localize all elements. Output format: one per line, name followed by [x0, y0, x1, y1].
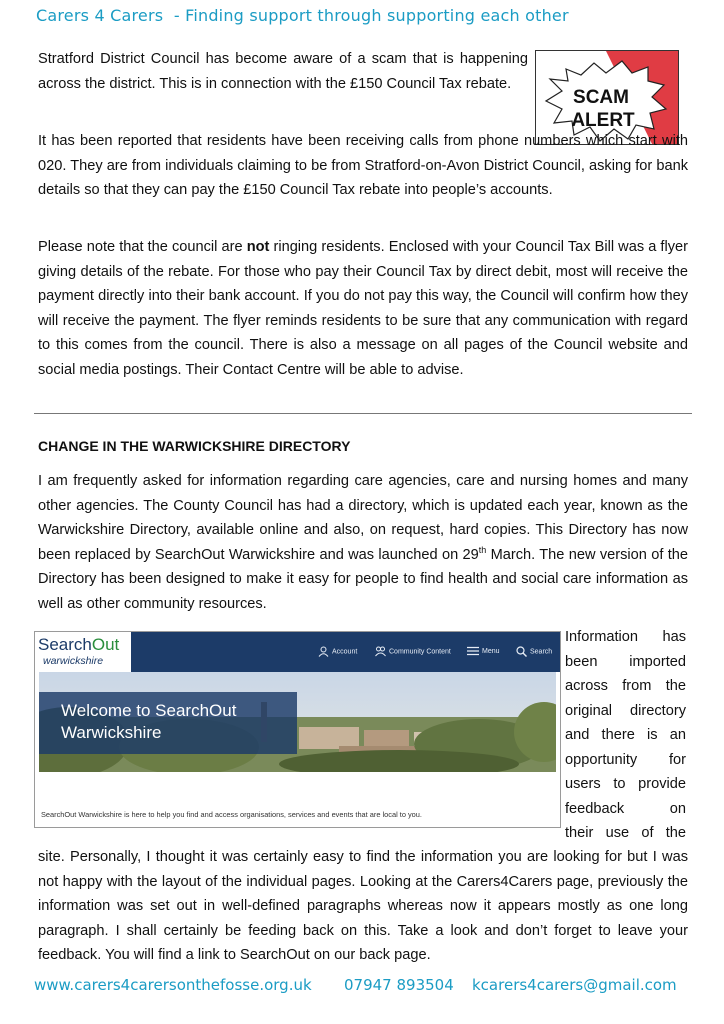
- side-line: been imported: [565, 653, 686, 670]
- community-icon: [375, 646, 386, 657]
- menu-icon: [467, 646, 479, 656]
- searchout-welcome-line2: Warwickshire: [61, 723, 162, 742]
- directory-p1-start: I am frequently asked for information regarding care agencies, care and nursing homes and many other agencies. The County Council has had a directory, which is updated each year, known as the Warwickshire Directory, available online and also, on request, hard copies. This Directory has now been replaced by SearchOut Warwickshire and was launched on 29: [38, 473, 688, 563]
- searchout-caption: SearchOut Warwickshire is here to help you find and access organisations, services and events that are local to you.: [41, 810, 422, 819]
- side-line: Information has: [565, 629, 686, 645]
- searchout-logo-sub: warwickshire: [43, 655, 104, 667]
- footer-phone: 07947 893504: [344, 976, 454, 994]
- directory-side-text: [565, 625, 686, 846]
- side-line: original directory: [565, 702, 686, 719]
- side-line: opportunity for: [565, 751, 686, 768]
- searchout-logo: [35, 632, 131, 672]
- directory-paragraph-1: [38, 469, 688, 616]
- searchout-welcome-line1: Welcome to SearchOut: [61, 701, 237, 720]
- scam-paragraph-3: [38, 235, 688, 382]
- scam-alert-line1: SCAM: [573, 87, 629, 108]
- side-line: across from the: [565, 678, 686, 694]
- searchout-nav-search: Search: [516, 646, 552, 657]
- searchout-welcome-banner: [39, 692, 297, 754]
- directory-paragraph-2: site. Personally, I thought it was certainly easy to find the information you are looking for but I was not happy with the layout of the individual pages. Looking at the Carers4Carers page, previously the information was set out in well-defined paragraphs whereas now it appears mostly as one long paragraph. I shall certainly be feeding back on this. Take a look and don’t forget to leave your feedback. You will find a link to SearchOut on our back page.: [38, 849, 688, 963]
- searchout-logo-out: Out: [91, 635, 120, 654]
- directory-p1-end: March. The new version of the Directory has been designed to make it easy for people to find health and social care information as well as other community resources.: [38, 546, 688, 612]
- side-line: feedback on: [565, 800, 686, 817]
- scam-paragraph-2: It has been reported that residents have been receiving calls from phone numbers which start with 020. They are from individuals claiming to be from Stratford-on-Avon District Council, asking for bank details so that they can pay the £150 Council Tax rebate into people’s accounts.: [38, 133, 688, 198]
- directory-p1-sup: th: [478, 544, 487, 555]
- side-line: and there is an: [565, 727, 686, 743]
- searchout-nav-menu: Menu: [467, 646, 500, 656]
- section-divider: [34, 413, 692, 414]
- side-line: users to provide: [565, 776, 686, 792]
- scam-paragraph-1: Stratford District Council has become aware of a scam that is happening across the district. This is in connection with the £150 Council Tax rebate.: [38, 51, 528, 92]
- searchout-nav-community: Community Content: [375, 646, 451, 657]
- scam-p3-start: Please note that the council are: [38, 239, 247, 255]
- side-line: their use of the: [565, 825, 686, 841]
- scam-alert-line2: ALERT: [571, 110, 635, 131]
- searchout-screenshot: [34, 631, 561, 828]
- scam-p3-bold: not: [246, 239, 270, 255]
- footer-website-link[interactable]: www.carers4carersonthefosse.org.uk: [34, 976, 312, 994]
- searchout-nav-account: Account: [318, 646, 357, 657]
- scam-p3-end: ringing residents. Enclosed with your Council Tax Bill was a flyer giving details of the rebate. For those who pay their Council Tax by direct debit, most will receive the payment directly into their bank account. If you do not pay this way, the Council will confirm how they will receive the payment. The flyer reminds residents to be sure that any communication with regard to this comes from the council. There is also a message on all pages of the Council website and social media postings. Their Contact Centre will be able to advise.: [38, 239, 688, 378]
- newsletter-header-title: Carers 4 Carers - Finding support through supporting each other: [36, 6, 569, 25]
- account-icon: [318, 646, 329, 657]
- search-icon: [516, 646, 527, 657]
- directory-heading: CHANGE IN THE WARWICKSHIRE DIRECTORY: [38, 438, 351, 454]
- footer-email-link[interactable]: kcarers4carers@gmail.com: [472, 976, 677, 994]
- searchout-logo-search: Search: [38, 635, 92, 654]
